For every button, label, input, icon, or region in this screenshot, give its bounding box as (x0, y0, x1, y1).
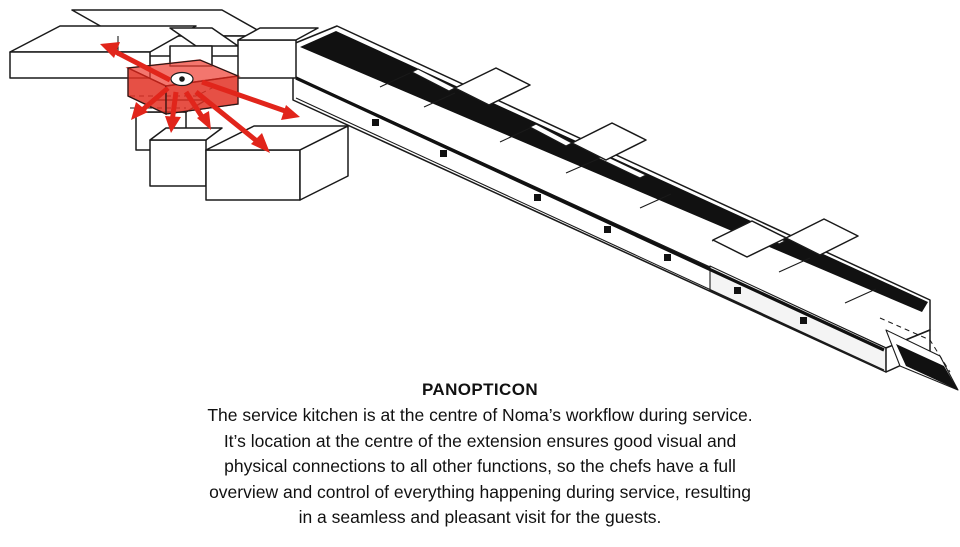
caption-body (0, 403, 960, 531)
caption-title: PANOPTICON (421, 380, 539, 399)
caption-line: physical connections to all other functions, so the chefs have a full (224, 456, 736, 476)
caption-line: It’s location at the centre of the extension ensures good visual and (223, 430, 737, 451)
caption-line: The service kitchen is at the centre of Noma’s workflow during service. (207, 405, 753, 425)
caption-line: in a seamless and pleasant visit for the guests. (298, 507, 662, 527)
caption-block (0, 378, 960, 531)
caption-line: overview and control of everything happening during service, resulting (209, 481, 751, 502)
eye-icon (171, 73, 193, 86)
main-extension-volume (293, 26, 958, 390)
